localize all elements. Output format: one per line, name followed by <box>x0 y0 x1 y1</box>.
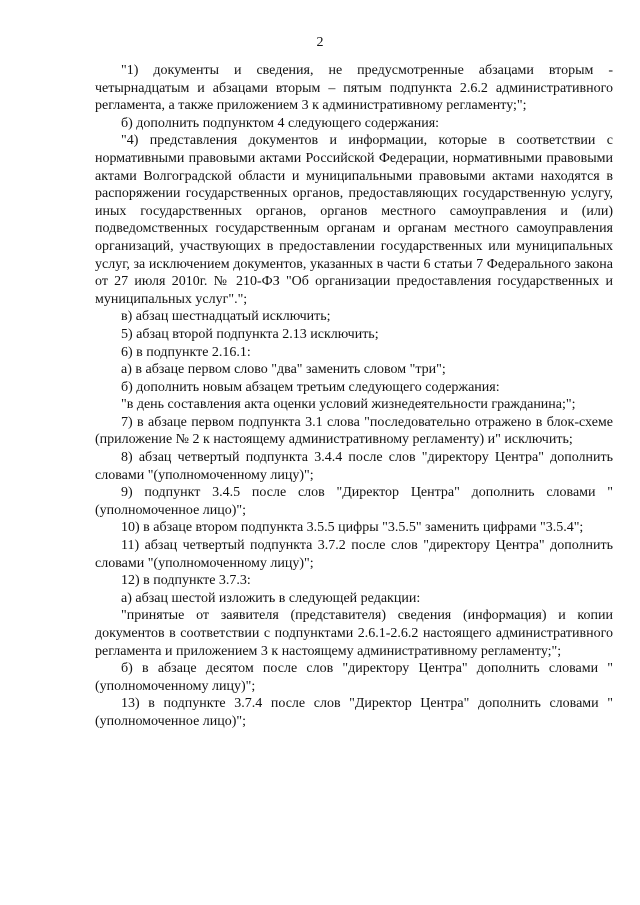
paragraph: в) абзац шестнадцатый исключить; <box>121 309 331 325</box>
page-number: 2 <box>316 35 324 50</box>
paragraph: "1) документы и сведения, не предусмотренные абзацами вторым - четырнадцатым и абзацами вторым – пятым подпункта 2.6.2 административного регламента, а также приложением 3 к административному регламенту;"; <box>95 63 613 114</box>
paragraph: 10) в абзаце втором подпункта 3.5.5 цифры "3.5.5" заменить цифрами "3.5.4"; <box>121 520 584 536</box>
paragraph: "в день составления акта оценки условий жизнедеятельности гражданина;"; <box>121 397 576 413</box>
paragraph: а) в абзаце первом слово "два" заменить словом "три"; <box>121 362 446 378</box>
paragraph: 8) абзац четвертый подпункта 3.4.4 после слов "директору Центра" дополнить словами "(уполномоченному лицу)"; <box>95 450 613 483</box>
paragraph: б) в абзаце десятом после слов "директору Центра" дополнить словами "(уполномоченному лицу)"; <box>95 661 613 694</box>
paragraph: 6) в подпункте 2.16.1: <box>121 344 251 360</box>
paragraph: а) абзац шестой изложить в следующей редакции: <box>121 590 421 606</box>
paragraph: "4) представления документов и информации, которые в соответствии с нормативными правовыми актами Российской Федерации, нормативными правовыми актами Волгоградской области и муниципальными правовыми актами находятся в распоряжении государственных органов, предоставляющих государственную услугу, иных государственных органов, органов местного самоуправления и (или) подведомственных государственным органам и органам местного самоуправления организаций, участвующих в предоставлении государственных или муниципальных услуг, за исключением документов, указанных в части 6 статьи 7 Федерального закона от 27 июля 2010г. № 210-ФЗ "Об организации предоставления государственных и муниципальных услуг"."; <box>95 133 613 307</box>
paragraph: "принятые от заявителя (представителя) сведения (информация) и копии документов в соответствии с подпунктами 2.6.1-2.6.2 настоящего административного регламента и приложением 3 к настоящему административному регламенту;"; <box>95 608 613 659</box>
paragraph: б) дополнить подпунктом 4 следующего содержания: <box>121 115 440 131</box>
document-body <box>95 62 613 731</box>
paragraph: б) дополнить новым абзацем третьим следующего содержания: <box>121 379 500 395</box>
paragraph: 13) в подпункте 3.7.4 после слов "Директор Центра" дополнить словами "(уполномоченное лицо)"; <box>95 696 613 729</box>
paragraph: 9) подпункт 3.4.5 после слов "Директор Центра" дополнить словами "(уполномоченное лицо)"; <box>95 485 613 518</box>
paragraph: 11) абзац четвертый подпункта 3.7.2 после слов "директору Центра" дополнить словами "(уполномоченному лицу)"; <box>95 538 613 571</box>
paragraph: 5) абзац второй подпункта 2.13 исключить; <box>121 326 379 342</box>
paragraph: 12) в подпункте 3.7.3: <box>121 573 251 589</box>
paragraph: 7) в абзаце первом подпункта 3.1 слова "последовательно отражено в блок-схеме (приложение № 2 к настоящему административному регламенту) и" исключить; <box>95 414 613 448</box>
